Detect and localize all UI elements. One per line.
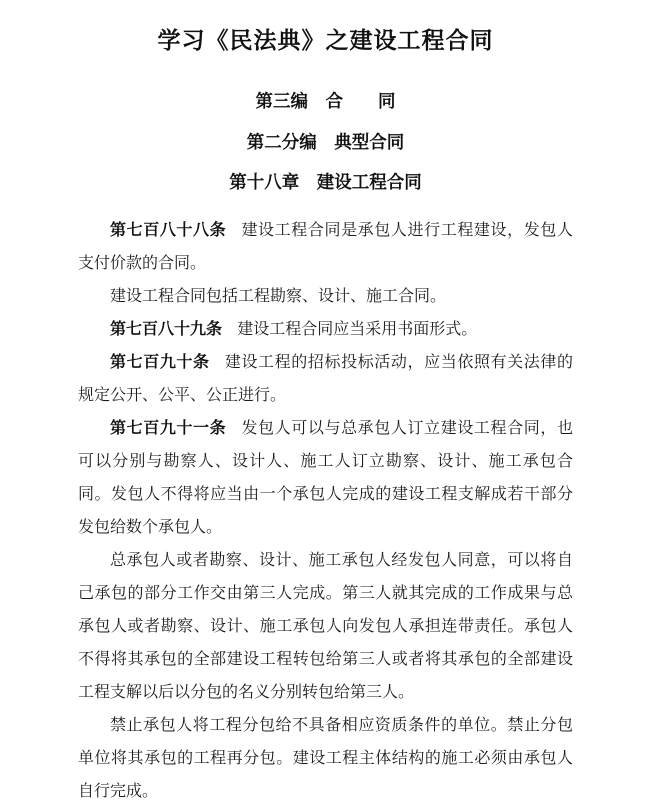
- subpart-heading: 第二分编 典型合同: [246, 132, 405, 152]
- legal-paragraph: [78, 346, 573, 412]
- article-number: 第七百八十八条: [110, 222, 227, 239]
- article-text: 禁止承包人将工程分包给不具备相应资质条件的单位。禁止分包单位将其承包的工程再分包。建设工程主体结构的施工必须由承包人自行完成。: [78, 717, 573, 800]
- legal-paragraph: [78, 709, 573, 808]
- article-number: 第七百八十九条: [110, 321, 223, 338]
- legal-paragraph: [78, 412, 573, 544]
- document-title: 学习《民法典》之建设工程合同: [157, 27, 494, 53]
- article-text: 建设工程合同是承包人进行工程建设，发包人支付价款的合同。: [78, 222, 573, 272]
- legal-paragraph: [78, 313, 573, 346]
- part-heading: 第三编 合 同: [255, 91, 396, 111]
- chapter-heading: 第十八章 建设工程合同: [229, 172, 422, 192]
- article-text: 总承包人或者勘察、设计、施工承包人经发包人同意，可以将自己承包的部分工作交由第三人完成。第三人就其完成的工作成果与总承包人或者勘察、设计、施工承包人向发包人承担连带责任。承包人不得将其承包的全部建设工程转包给第三人或者将其承包的全部建设工程支解以后以分包的名义分别转包给第三人。: [78, 552, 573, 701]
- article-text: 发包人可以与总承包人订立建设工程合同，也可以分别与勘察人、设计人、施工人订立勘察、设计、施工承包合同。发包人不得将应当由一个承包人完成的建设工程支解成若干部分发包给数个承包人。: [78, 420, 573, 536]
- article-number: 第七百九十条: [110, 354, 210, 371]
- legal-paragraph: [78, 214, 573, 280]
- article-number: 第七百九十一条: [110, 420, 227, 437]
- article-text: 建设工程合同包括工程勘察、设计、施工合同。: [110, 288, 447, 305]
- legal-paragraph: [78, 280, 573, 313]
- document-body: [78, 214, 573, 808]
- article-text: 建设工程合同应当采用书面形式。: [237, 321, 478, 338]
- article-text: 建设工程的招标投标活动，应当依照有关法律的规定公开、公平、公正进行。: [78, 354, 573, 404]
- legal-paragraph: [78, 544, 573, 709]
